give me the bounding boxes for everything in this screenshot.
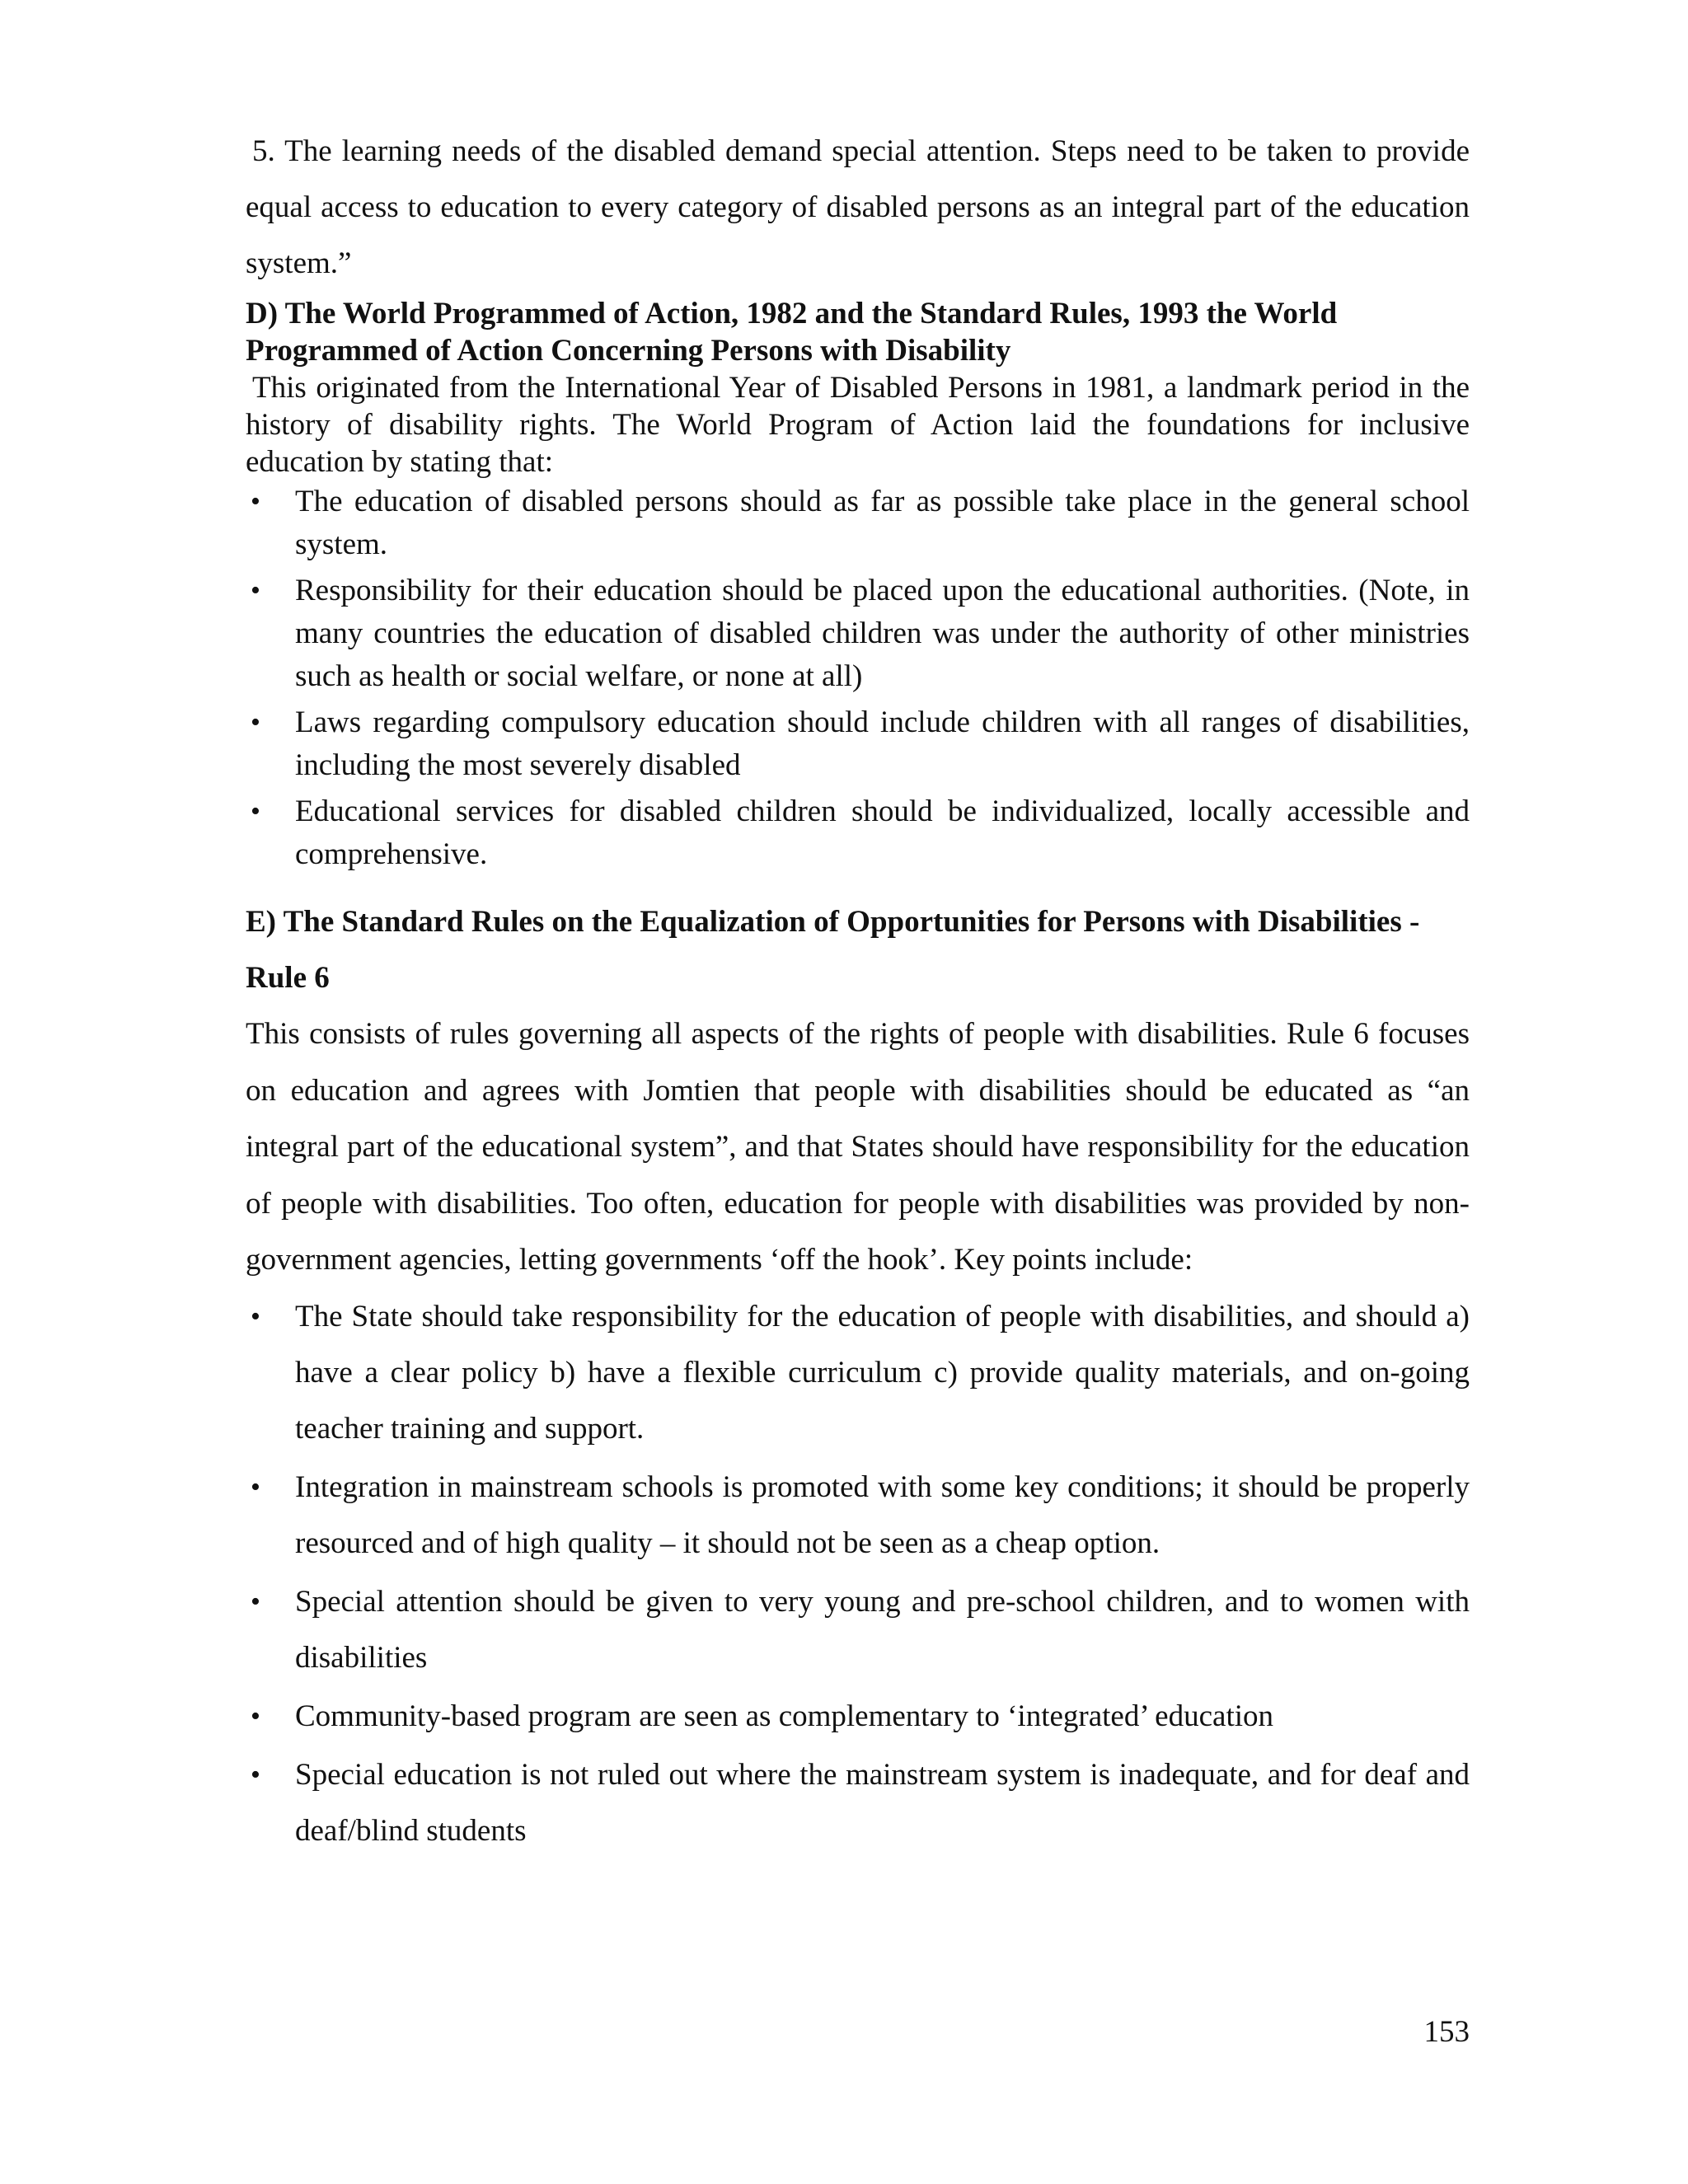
- list-item: [246, 480, 1470, 566]
- list-item-text: Educational services for disabled children should be individualized, locally accessible and comprehensive.: [295, 794, 1470, 871]
- bullet-icon: •: [251, 1301, 260, 1332]
- list-item-text: Special education is not ruled out where the mainstream system is inadequate, and for deaf and deaf/blind students: [295, 1757, 1470, 1848]
- section-d-heading: D) The World Programmed of Action, 1982 and the Standard Rules, 1993 the World Programmed of Action Concerning Persons with Disability: [246, 297, 1338, 368]
- bullet-icon: •: [251, 486, 260, 517]
- list-item-text: Laws regarding compulsory education should include children with all ranges of disabilities, including the most severely disabled: [295, 705, 1470, 782]
- bullet-icon: •: [251, 707, 260, 738]
- section-e-bullet-list: [246, 1289, 1470, 1859]
- list-item: [246, 701, 1470, 787]
- list-item-text: Special attention should be given to very young and pre-school children, and to women with disabilities: [295, 1584, 1470, 1675]
- bullet-icon: •: [251, 796, 260, 827]
- intro-paragraph: 5. The learning needs of the disabled demand special attention. Steps need to be taken to provide equal access to education to every category of disabled persons as an integral part of the education system.”: [246, 134, 1470, 280]
- bullet-icon: •: [251, 1586, 260, 1617]
- document-page: [246, 124, 1470, 1862]
- bullet-icon: •: [251, 1759, 260, 1790]
- section-e-heading: E) The Standard Rules on the Equalization of Opportunities for Persons with Disabilities - Rule 6: [246, 905, 1420, 995]
- bullet-icon: •: [251, 1700, 260, 1732]
- section-e-paragraph: This consists of rules governing all aspects of the rights of people with disabilities. Rule 6 focuses on education and agrees with Jomtien that people with disabilities should be educated as “an integral part of the educational system”, and that States should have responsibility for the education of people with disabilities. Too often, education for people with disabilities was provided by non-government agencies, letting governments ‘off the hook’. Key points include:: [246, 1017, 1470, 1277]
- list-item: [246, 790, 1470, 876]
- bullet-icon: •: [251, 575, 260, 606]
- list-item: [246, 569, 1470, 698]
- bullet-icon: •: [251, 1471, 260, 1502]
- list-item: [246, 1747, 1470, 1859]
- list-item: [246, 1689, 1470, 1745]
- section-d-paragraph: This originated from the International Year of Disabled Persons in 1981, a landmark period in the history of disability rights. The World Program of Action laid the foundations for inclusive education by stating that:: [246, 371, 1470, 479]
- list-item-text: The education of disabled persons should as far as possible take place in the general school system.: [295, 485, 1470, 561]
- list-item-text: Responsibility for their education should be placed upon the educational authorities. (Note, in many countries the education of disabled children was under the authority of other ministries such as health or social welfare, or none at all): [295, 574, 1470, 693]
- page-number: 153: [1423, 2015, 1470, 2049]
- section-d-bullet-list: [246, 480, 1470, 876]
- list-item-text: Community-based program are seen as complementary to ‘integrated’ education: [295, 1699, 1273, 1733]
- list-item: [246, 1574, 1470, 1686]
- list-item-text: Integration in mainstream schools is promoted with some key conditions; it should be properly resourced and of high quality – it should not be seen as a cheap option.: [295, 1469, 1470, 1560]
- list-item-text: The State should take responsibility for the education of people with disabilities, and should a) have a clear policy b) have a flexible curriculum c) provide quality materials, and on-going teacher training and support.: [295, 1299, 1470, 1446]
- list-item: [246, 1460, 1470, 1572]
- list-item: [246, 1289, 1470, 1457]
